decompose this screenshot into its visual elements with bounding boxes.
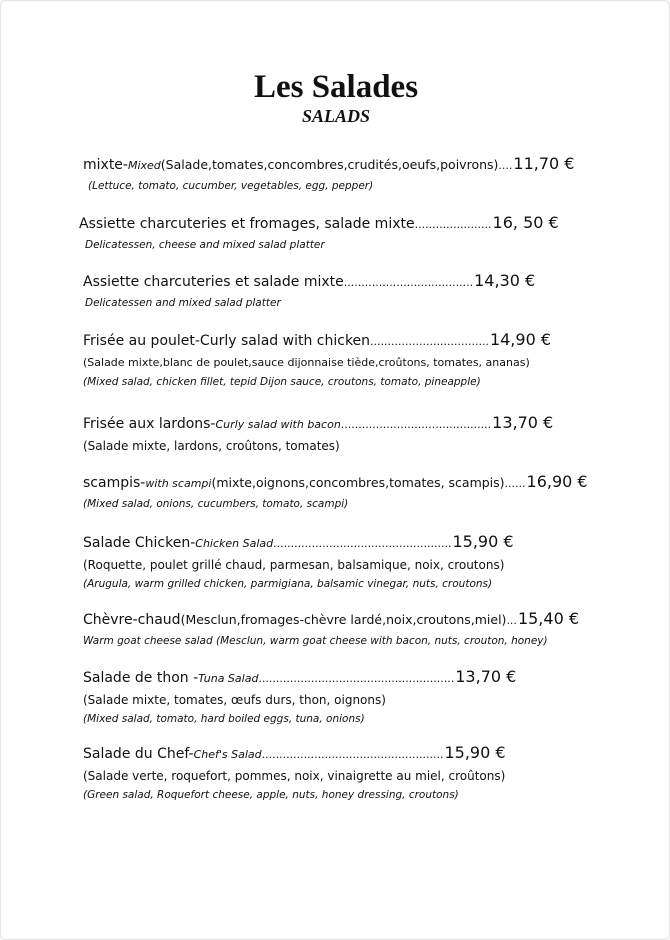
item-heading [83,412,623,436]
item-description-french: (Salade mixte,blanc de poulet,sauce dijonnaise tiède,croûtons, tomates, ananas) [83,356,530,369]
item-ingredients: (Mesclun,fromages-chèvre lardé,noix,croutons,miel) [180,612,507,627]
item-name-english: Chef's Salad [193,748,262,761]
item-name: Salade Chicken- [83,535,196,551]
item-name-english: Chicken Salad [195,537,274,550]
item-heading [79,212,619,236]
item-heading [83,153,623,177]
leader-dots: ................................................... [273,537,452,550]
leader-dots: .................................................... [261,748,444,761]
item-price: 13,70 € [455,667,517,686]
item-name: Frisée aux lardons- [83,416,216,432]
item-name: Assiette charcuteries et fromages, salade mixte [79,216,415,232]
item-name: Chèvre-chaud [83,612,181,628]
item-description-french: (Salade mixte, tomates, œufs durs, thon, oignons) [83,693,386,707]
item-name-english: Mixed [127,159,161,172]
leader-dots: ... [506,614,517,627]
item-price: 11,70 € [513,154,575,173]
item-description-french: (Salade mixte, lardons, croûtons, tomates) [83,439,340,453]
item-description-french: (Salade verte, roquefort, pommes, noix, vinaigrette au miel, croûtons) [83,769,506,783]
item-heading [83,666,623,690]
item-price: 16, 50 € [492,213,559,232]
leader-dots: ...... [504,477,526,490]
item-price: 15,40 € [517,609,580,628]
item-description-english: Delicatessen and mixed salad platter [85,297,281,309]
menu-item-assiette-charcuteries [83,270,623,312]
menu-item-chevre-chaud [83,608,623,650]
menu-item-salade-chicken [83,531,623,593]
menu-item-mixte [83,153,623,195]
leader-dots: ........................................................ [258,672,455,685]
item-name-english: Curly salad with bacon [215,418,341,431]
item-name: Assiette charcuteries et salade mixte [83,274,344,290]
menu-item-salade-chef [83,742,623,804]
leader-dots: ..................................... [343,276,474,289]
item-name: Frisée au poulet-Curly salad with chicken [83,333,371,349]
menu-item-salade-thon [83,666,623,728]
item-price: 15,90 € [452,532,514,551]
item-heading [83,608,623,632]
item-name: mixte- [83,157,128,173]
item-description-english: (Mixed salad, chicken fillet, tepid Dijon sauce, croutons, tomato, pineapple) [83,376,481,388]
item-description-english: (Mixed salad, tomato, hard boiled eggs, tuna, onions) [83,713,365,725]
item-heading [83,531,623,555]
page-title: Les Salades [253,69,419,105]
item-name-english: with scampi [145,477,212,490]
item-heading [83,742,623,766]
menu-item-assiette-charcuteries-fromages [79,212,619,254]
leader-dots: ........................................... [340,418,492,431]
item-ingredients: (mixte,oignons,concombres,tomates, scampis) [211,475,505,490]
item-price: 16,90 € [526,472,588,491]
leader-dots: .... [498,159,513,172]
leader-dots: .................................. [370,335,489,348]
item-description-french: (Roquette, poulet grillé chaud, parmesan, balsamique, noix, croutons) [83,558,505,572]
menu-item-frisee-poulet [83,329,623,391]
menu-item-scampis [83,471,623,513]
item-price: 14,30 € [474,271,536,290]
item-name-english: Tuna Salad [198,672,259,685]
item-heading [83,329,623,353]
item-description-english: (Green salad, Roquefort cheese, apple, nuts, honey dressing, croutons) [83,789,459,801]
item-heading [83,270,623,294]
item-name: Salade de thon - [83,670,199,686]
item-description-english: (Mixed salad, onions, cucumbers, tomato, scampi) [83,498,349,510]
item-name: scampis- [83,475,146,491]
item-name: Salade du Chef- [83,746,194,762]
item-description-english: (Lettuce, tomato, cucumber, vegetables, egg, pepper) [88,180,374,192]
item-heading [83,471,623,495]
leader-dots: ...................... [414,218,492,231]
item-price: 13,70 € [492,413,554,432]
page-subtitle: SALADS [301,106,371,126]
item-description-english: (Arugula, warm grilled chicken, parmigiana, balsamic vinegar, nuts, croutons) [83,578,493,590]
item-price: 14,90 € [489,330,552,349]
item-price: 15,90 € [444,743,506,762]
item-description-english: Delicatessen, cheese and mixed salad platter [85,239,325,251]
item-ingredients: (Salade,tomates,concombres,crudités,oeufs,poivrons) [160,157,499,172]
menu-item-frisee-lardons [83,412,623,456]
item-description-english: Warm goat cheese salad (Mesclun, warm goat cheese with bacon, nuts, crouton, honey) [83,635,548,647]
